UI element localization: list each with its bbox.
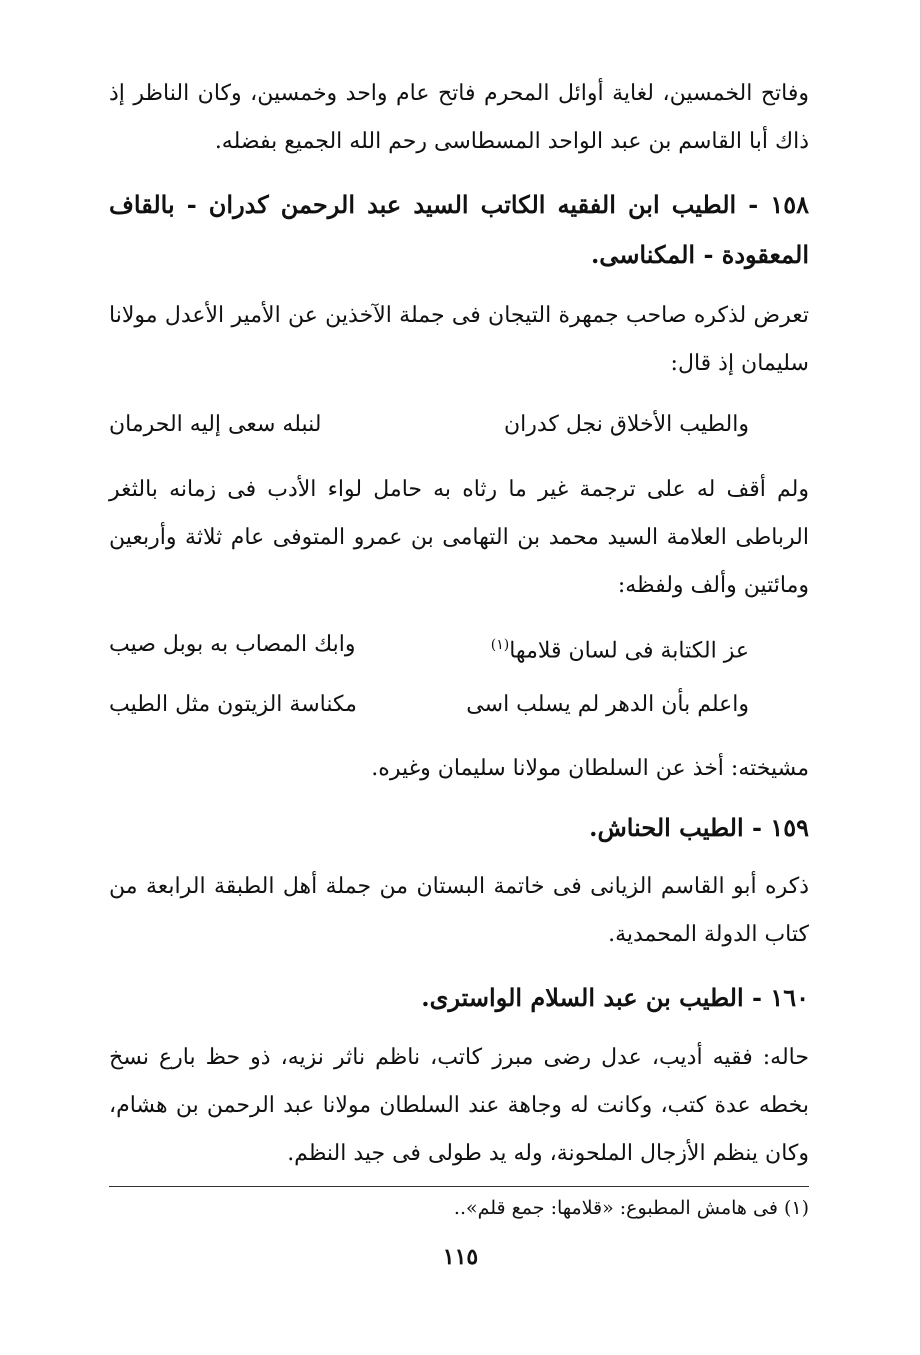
entry-heading-159: ١٥٩ - الطيب الحناش.	[589, 813, 809, 842]
paragraph-159: ذكره أبو القاسم الزيانى فى خاتمة البستان من جملة أهل الطبقة الرابعة من كتاب الدولة المحمدية.	[109, 874, 809, 947]
page-number: ١١٥	[442, 1244, 479, 1270]
verse-1-first-hemistich: والطيب الأخلاق نجل كدران	[503, 412, 749, 437]
paragraph-158-teachers: مشيخته: أخذ عن السلطان مولانا سليمان وغيره.	[371, 756, 809, 781]
paragraph-158-elegy: ولم أقف له على ترجمة غير ما رثاه به حامل لواء الأدب فى زمانه بالثغر الرباطى العلامة السيد محمد بن التهامى بن عمرو المتوفى عام ثلاثة وأربعين ومائتين وألف ولفظه:	[109, 477, 809, 598]
verse-3-first-hemistich: واعلم بأن الدهر لم يسلب اسى	[466, 692, 749, 717]
page-edge	[911, 0, 921, 1355]
footnote: (١) فى هامش المطبوع: «قلامها: جمع قلم»..	[453, 1197, 809, 1219]
verse-2-first-text: عز الكتابة فى لسان قلامها	[509, 638, 749, 664]
verse-3-second-hemistich: مكناسة الزيتون مثل الطيب	[109, 692, 357, 717]
verse-line-2	[109, 625, 809, 665]
verse-line-1	[109, 405, 809, 445]
verse-2-first-hemistich	[491, 625, 749, 671]
paragraph-intro: وفاتح الخمسين، لغاية أوائل المحرم فاتح عام واحد وخمسين، وكان الناظر إذ ذاك أبا القاسم بن عبد الواحد المسطاسى رحم الله الجميع بفضله.	[109, 81, 809, 154]
paragraph-160: حاله: فقيه أديب، عدل رضى مبرز كاتب، ناظم ناثر نزيه، ذو حظ بارع نسخ بخطه عدة كتب، وكانت له وجاهة عند السلطان مولانا عبد الرحمن بن هشام، وكان ينظم الأزجال الملحونة، وله يد طولى فى جيد النظم.	[109, 1045, 809, 1166]
paragraph-158-source: تعرض لذكره صاحب جمهرة التيجان فى جملة الآخذين عن الأمير الأعدل مولانا سليمان إذ قال:	[109, 303, 809, 376]
verse-line-3	[109, 685, 809, 725]
entry-heading-158: ١٥٨ - الطيب ابن الفقيه الكاتب السيد عبد الرحمن كدران - بالقاف المعقودة - المكناسى.	[109, 190, 809, 269]
footnote-divider	[109, 1186, 809, 1187]
entry-heading-160: ١٦٠ - الطيب بن عبد السلام الواسترى.	[421, 983, 809, 1012]
footnote-marker: (١)	[490, 637, 510, 653]
verse-2-second-hemistich: وابك المصاب به بوبل صيب	[109, 632, 356, 657]
verse-1-second-hemistich: لنبله سعى إليه الحرمان	[109, 412, 322, 437]
